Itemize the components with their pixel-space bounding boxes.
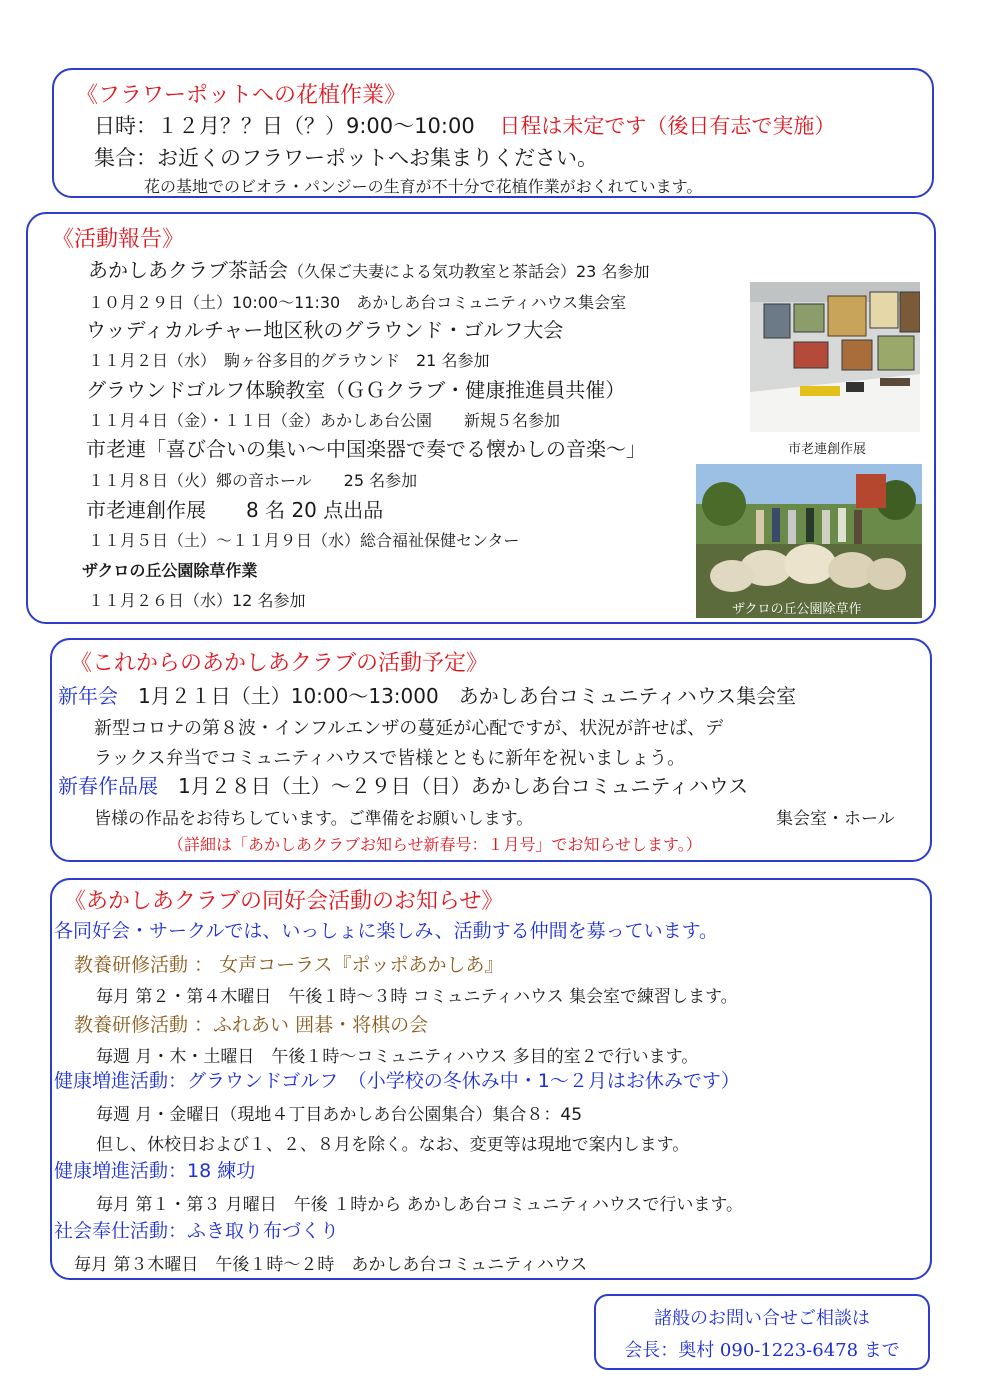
flower-meet-value: お近くのフラワーポットへお集まりください。 xyxy=(157,146,598,170)
report-line-8: １１月８日（火）郷の音ホール 25 名参加 xyxy=(88,471,418,490)
clubs-go-head: 教養研修活動 ：ふれあい 囲碁・将棋の会 xyxy=(74,1014,429,1036)
report-line-1 xyxy=(88,254,649,283)
clubs-gg-value: グラウンドゴルフ （小学校の冬休み中・1〜２月はお休みです） xyxy=(187,1070,740,1092)
flower-section xyxy=(52,68,934,198)
report-line-10: １１月５日（土）〜１１月９日（水）総合福祉保健センター xyxy=(88,531,520,550)
plans-section xyxy=(50,638,932,862)
contact-box xyxy=(594,1294,930,1370)
plans-newyear-label: 新年会 xyxy=(58,684,118,708)
report-line-4: １１月２日（水） 駒ヶ谷多目的グラウンド 21 名参加 xyxy=(88,351,490,370)
plans-spring-label: 新春作品展 xyxy=(58,774,158,798)
flower-date-label: 日時： xyxy=(94,114,157,138)
clubs-title: 《あかしあクラブの同好会活動のお知らせ》 xyxy=(64,889,504,914)
clubs-cloth-row xyxy=(54,1216,339,1243)
report-line-11: ザクロの丘公園除草作業 xyxy=(82,561,258,580)
report-line-6: １１月４日（金）・１１日（金）あかしあ台公園 新規５名参加 xyxy=(88,411,561,430)
report-line-7: 市老連「喜び合いの集い〜中国楽器で奏でる懐かしの音楽〜」 xyxy=(86,437,646,461)
flower-meet-row xyxy=(94,142,598,172)
flower-date-note: 日程は未定です（後日有志で実施） xyxy=(499,114,836,138)
report-line-3: ウッディカルチャー地区秋のグラウンド・ゴルフ大会 xyxy=(86,318,564,342)
report-line-1-main: あかしあクラブ茶話会 xyxy=(88,258,288,282)
plans-spring-row xyxy=(58,770,748,799)
contact-line-1: 諸般のお問い合せご相談は xyxy=(654,1308,870,1329)
plans-note: （詳細は「あかしあクラブお知らせ新春号：１月号」でお知らせします。） xyxy=(168,835,702,854)
clubs-go-detail: 毎週 月・木・土曜日 午後１時〜コミュニティハウス 多目的室２で行います。 xyxy=(96,1047,699,1067)
clubs-section xyxy=(50,878,932,1280)
plans-newyear-value: 1月２１日（土）10:00〜13:000 あかしあ台コミュニティハウス集会室 xyxy=(118,684,797,708)
flower-note: 花の基地でのビオラ・パンジーの生育が不十分で花植作業がおくれています。 xyxy=(144,177,703,196)
clubs-18-label: 健康増進活動： xyxy=(54,1160,188,1182)
weeding-photo xyxy=(696,464,922,618)
clubs-gg-row xyxy=(54,1066,740,1093)
clubs-gg-detail-1: 毎週 月・金曜日（現地４丁目あかしあ台公園集合）集合８：45 xyxy=(96,1105,583,1125)
plans-spring-place: 集会室・ホール xyxy=(776,809,895,829)
weeding-photo-caption: ザクロの丘公園除草作 xyxy=(732,602,862,617)
clubs-18-value: 18 練功 xyxy=(187,1160,256,1182)
report-line-9: 市老連創作展 8 名 20 点出品 xyxy=(86,498,384,522)
clubs-chorus-detail: 毎月 第２・第４木曜日 午後１時〜３時 コミュニティハウス 集会室で練習します。 xyxy=(96,987,738,1007)
exhibition-photo xyxy=(750,282,920,432)
clubs-cloth-value: ふき取り布づくり xyxy=(187,1220,340,1242)
clubs-cloth-label: 社会奉仕活動： xyxy=(54,1220,188,1242)
clubs-chorus-head: 教養研修活動 ： 女声コーラス『ポッポあかしあ』 xyxy=(74,954,504,976)
report-section xyxy=(26,212,936,624)
plans-newyear-desc-1: 新型コロナの第８波・インフルエンザの蔓延が心配ですが、状況が許せば、デ xyxy=(94,718,724,739)
clubs-cloth-detail: 毎月 第３木曜日 午後１時〜２時 あかしあ台コミュニティハウス xyxy=(74,1255,588,1275)
plans-title: 《これからのあかしあクラブの活動予定》 xyxy=(70,651,489,676)
plans-spring-desc: 皆様の作品をお待ちしています。ご準備をお願いします。 xyxy=(94,809,534,829)
report-line-12: １１月２６日（水）12 名参加 xyxy=(88,591,306,610)
plans-newyear-row xyxy=(58,680,796,709)
plans-newyear-desc-2: ラックス弁当でコミュニティハウスで皆様とともに新年を祝いましょう。 xyxy=(94,748,686,769)
report-title: 《活動報告》 xyxy=(52,227,185,252)
exhibition-photo-image xyxy=(750,282,920,432)
flower-date-row xyxy=(94,110,835,140)
report-line-2: １０月２９日（土）10:00〜11:30 あかしあ台コミュニティハウス集会室 xyxy=(88,293,627,312)
contact-line-2: 会長：奥村 090-1223-6478 まで xyxy=(624,1340,900,1361)
exhibition-photo-caption: 市老連創作展 xyxy=(788,442,867,457)
clubs-18-row xyxy=(54,1156,255,1183)
clubs-18-detail: 毎月 第１・第３ 月曜日 午後 １時から あかしあ台コミュニティハウスで行います。 xyxy=(96,1195,744,1215)
flower-title: 《フラワーポットへの花植作業》 xyxy=(76,83,407,108)
plans-spring-value: 1月２８日（土）〜２９日（日）あかしあ台コミュニティハウス xyxy=(158,774,749,798)
flower-date-value: １２月？？日（？）9:00〜10:00 xyxy=(157,114,475,138)
clubs-intro: 各同好会・サークルでは、いっしょに楽しみ、活動する仲間を募っています。 xyxy=(54,920,719,942)
weeding-photo-image xyxy=(696,464,922,618)
clubs-gg-detail-2: 但し、休校日および１、２、８月を除く。なお、変更等は現地で案内します。 xyxy=(96,1135,690,1155)
report-line-1-sub: （久保ご夫妻による気功教室と茶話会）23 名参加 xyxy=(288,262,650,281)
report-line-5: グラウンドゴルフ体験教室（ＧＧクラブ・健康推進員共催） xyxy=(86,378,626,402)
flower-meet-label: 集合： xyxy=(94,146,157,170)
clubs-gg-label: 健康増進活動： xyxy=(54,1070,188,1092)
